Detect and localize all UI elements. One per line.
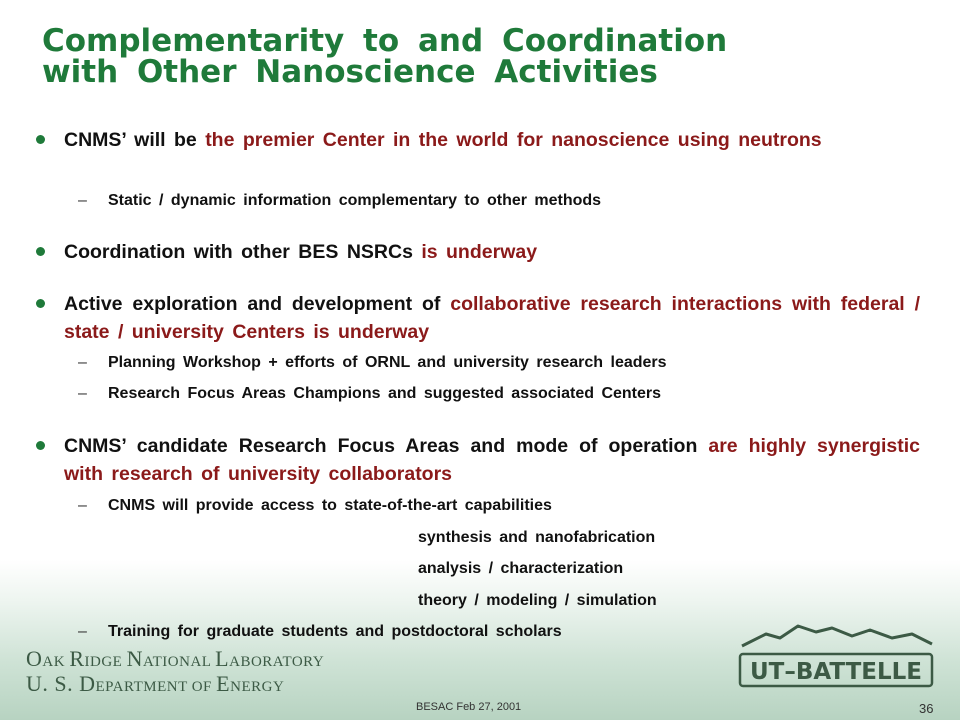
ornl-word: IDGE	[84, 654, 127, 670]
ut-battelle-logo	[736, 620, 936, 692]
ornl-doe-logo-text	[26, 648, 324, 698]
bullet-text-plain: Active exploration and development of	[64, 293, 451, 315]
subbullet-static-dynamic	[78, 191, 908, 211]
bullet-text-plain: CNMS’ candidate Research Focus Areas and mode of operation	[64, 435, 709, 457]
dash-icon: –	[78, 623, 87, 640]
ornl-word: ABORATORY	[229, 654, 325, 670]
subbullet-text: Planning Workshop + efforts of ORNL and university research leaders	[108, 354, 667, 371]
subbullet-research-focus	[78, 384, 908, 404]
ornl-letter: L	[215, 646, 230, 671]
slide-title-line-1: Complementarity to and Coordination	[42, 23, 728, 59]
bullet-active-exploration	[64, 290, 920, 346]
subbullet-text: Training for graduate students and postdoctoral scholars	[108, 623, 562, 640]
dash-icon: –	[78, 497, 87, 514]
bullet-text-highlight: are highly synergistic with research of university collaborators	[64, 435, 921, 485]
doe-letter: D	[79, 671, 96, 696]
bullet-cnms-candidate	[64, 432, 920, 488]
bullet-premier-center	[64, 126, 920, 154]
slide-title-line-2: with Other Nanoscience Activities	[42, 54, 658, 90]
bullet-coordination	[64, 238, 920, 266]
bullet-text-plain: Coordination with other BES NSRCs	[64, 241, 422, 263]
ut-battelle-logo-text: UT–BATTELLE	[749, 659, 923, 685]
subbullet-text: Static / dynamic information complementary to other methods	[108, 192, 602, 209]
bullet-dot-icon	[36, 299, 45, 308]
ornl-letter: N	[126, 646, 143, 671]
dash-icon: –	[78, 385, 87, 402]
ornl-name	[26, 648, 324, 673]
bullet-text-highlight: collaborative research interactions with federal / state / university Centers is underway	[64, 293, 920, 343]
ornl-letter: R	[69, 646, 85, 671]
subbullet-text: Research Focus Areas Champions and suggested associated Centers	[108, 385, 662, 402]
bullet-text-highlight: the premier Center in the world for nanoscience using neutrons	[205, 129, 822, 151]
ornl-word: AK	[42, 654, 70, 670]
capability-item: theory / modeling / simulation	[418, 592, 657, 609]
capability-item: analysis / characterization	[418, 560, 624, 577]
subbullet-planning-workshop	[78, 353, 908, 373]
subbullet-cnms-access	[78, 496, 908, 516]
ornl-word: ATIONAL	[142, 654, 216, 670]
doe-word: EPARTMENT OF	[95, 679, 217, 695]
dash-icon: –	[78, 192, 87, 209]
bullet-dot-icon	[36, 135, 45, 144]
mountain-icon	[742, 626, 932, 646]
bullet-text-plain: CNMS’ will be	[64, 129, 206, 151]
capability-item: synthesis and nanofabrication	[418, 529, 656, 546]
event-date: BESAC Feb 27, 2001	[416, 701, 522, 713]
doe-word: U. S.	[26, 671, 80, 696]
ornl-letter: O	[26, 646, 43, 671]
subbullet-text: CNMS will provide access to state-of-the-art capabilities	[108, 497, 552, 514]
bullet-dot-icon	[36, 247, 45, 256]
doe-name	[26, 673, 324, 698]
dash-icon: –	[78, 354, 87, 371]
page-number: 36	[919, 701, 934, 716]
doe-word: NERGY	[230, 679, 285, 695]
doe-letter: E	[216, 671, 231, 696]
bullet-text-highlight: is underway	[421, 241, 538, 263]
bullet-dot-icon	[36, 441, 45, 450]
